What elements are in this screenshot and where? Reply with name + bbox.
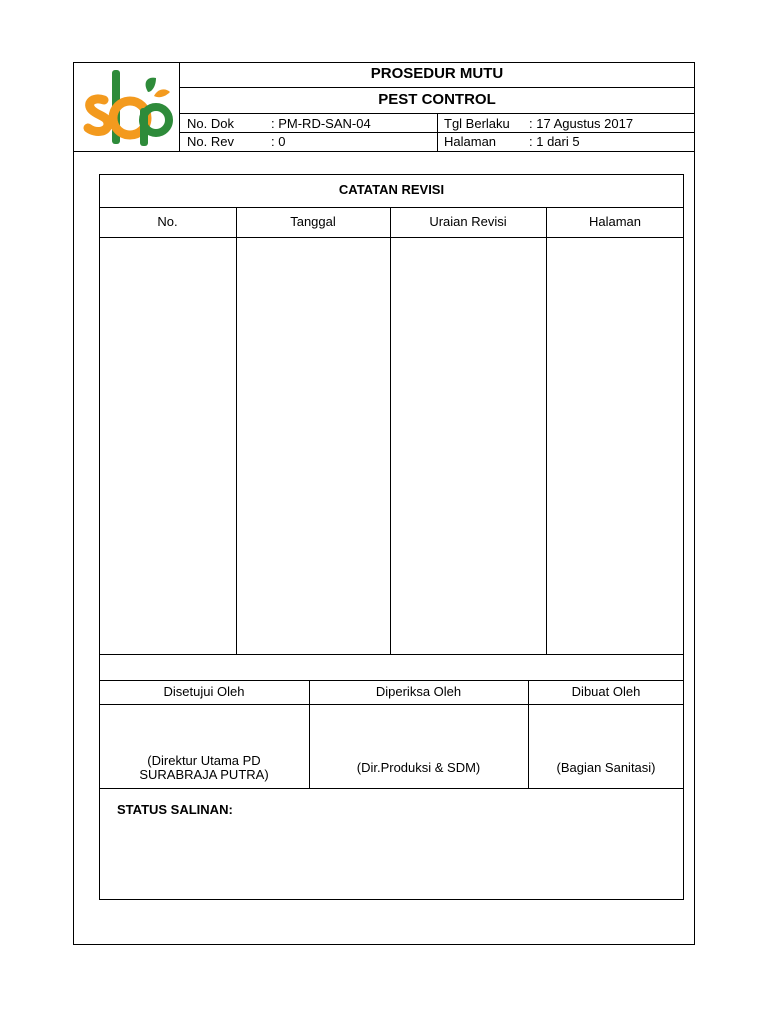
- approver-role-line2: SURABRAJA PUTRA): [139, 767, 269, 782]
- table-line: [99, 654, 684, 655]
- table-line: [99, 237, 684, 238]
- column-divider: [390, 207, 391, 654]
- table-line: [99, 680, 684, 681]
- no-dok-value: : PM-RD-SAN-04: [271, 116, 371, 131]
- no-rev-value: : 0: [271, 134, 286, 149]
- column-header-uraian-revisi: Uraian Revisi: [429, 214, 507, 229]
- halaman-label: Halaman: [444, 134, 497, 149]
- header-line: [73, 151, 695, 152]
- checker-role: (Dir.Produksi & SDM): [356, 760, 481, 775]
- column-divider: [546, 207, 547, 654]
- table-line: [99, 207, 684, 208]
- no-rev-label: No. Rev: [187, 134, 234, 149]
- tgl-berlaku-label: Tgl Berlaku: [444, 116, 510, 131]
- table-line: [99, 788, 684, 789]
- company-logo: [82, 66, 177, 148]
- column-header-no: No.: [157, 214, 178, 229]
- tgl-berlaku-value: : 17 Agustus 2017: [529, 116, 634, 131]
- column-header-halaman: Halaman: [588, 214, 642, 229]
- creator-role: (Bagian Sanitasi): [556, 760, 656, 775]
- approver-role-line1: (Direktur Utama PD: [147, 753, 261, 768]
- document-subtitle: PEST CONTROL: [378, 91, 496, 108]
- dibuat-oleh-label: Dibuat Oleh: [571, 684, 641, 699]
- diperiksa-oleh-label: Diperiksa Oleh: [375, 684, 462, 699]
- table-line: [99, 704, 684, 705]
- header-line: [179, 87, 695, 88]
- column-divider: [236, 207, 237, 654]
- column-header-tanggal: Tanggal: [290, 214, 336, 229]
- document-title: PROSEDUR MUTU: [370, 65, 504, 82]
- revision-form-box: [99, 174, 684, 900]
- status-salinan-label: STATUS SALINAN:: [117, 802, 233, 817]
- header-divider: [437, 113, 438, 151]
- halaman-value: : 1 dari 5: [529, 134, 580, 149]
- revision-table-title: CATATAN REVISI: [338, 182, 445, 197]
- disetujui-oleh-label: Disetujui Oleh: [163, 684, 245, 699]
- no-dok-label: No. Dok: [187, 116, 234, 131]
